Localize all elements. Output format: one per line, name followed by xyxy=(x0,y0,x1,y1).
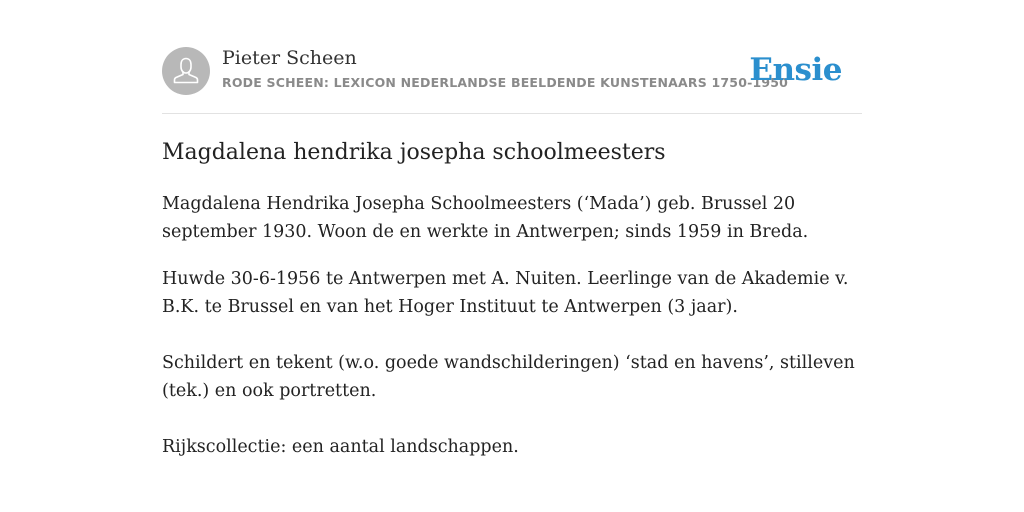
author-name[interactable]: Pieter Scheen xyxy=(222,47,357,69)
article-header xyxy=(162,46,862,96)
article-title: Magdalena hendrika josepha schoolmeesters xyxy=(162,140,666,165)
author-avatar[interactable] xyxy=(162,47,210,95)
source-title[interactable]: RODE SCHEEN: LEXICON NEDERLANDSE BEELDENDE KUNSTENAARS 1750-1950 xyxy=(222,75,789,90)
article-paragraph-2: Huwde 30-6-1956 te Antwerpen met A. Nuiten. Leerlinge van de Akademie v. B.K. te Brussel en van het Hoger Instituut te Antwerpen (3 jaar). xyxy=(162,269,849,317)
article-paragraph-3: Schildert en tekent (w.o. goede wandschilderingen) ‘stad en havens’, stilleven (tek.) en ook portretten. xyxy=(162,353,855,401)
article-paragraph-1: Magdalena Hendrika Josepha Schoolmeesters (‘Mada’) geb. Brussel 20 september 1930. Woon de en werkte in Antwerpen; sinds 1959 in Breda. xyxy=(162,194,809,242)
brand-logo[interactable]: Ensie xyxy=(749,52,842,88)
article-paragraph-4: Rijkscollectie: een aantal landschappen. xyxy=(162,437,519,457)
header-divider xyxy=(162,113,862,114)
user-silhouette-icon xyxy=(162,47,210,95)
